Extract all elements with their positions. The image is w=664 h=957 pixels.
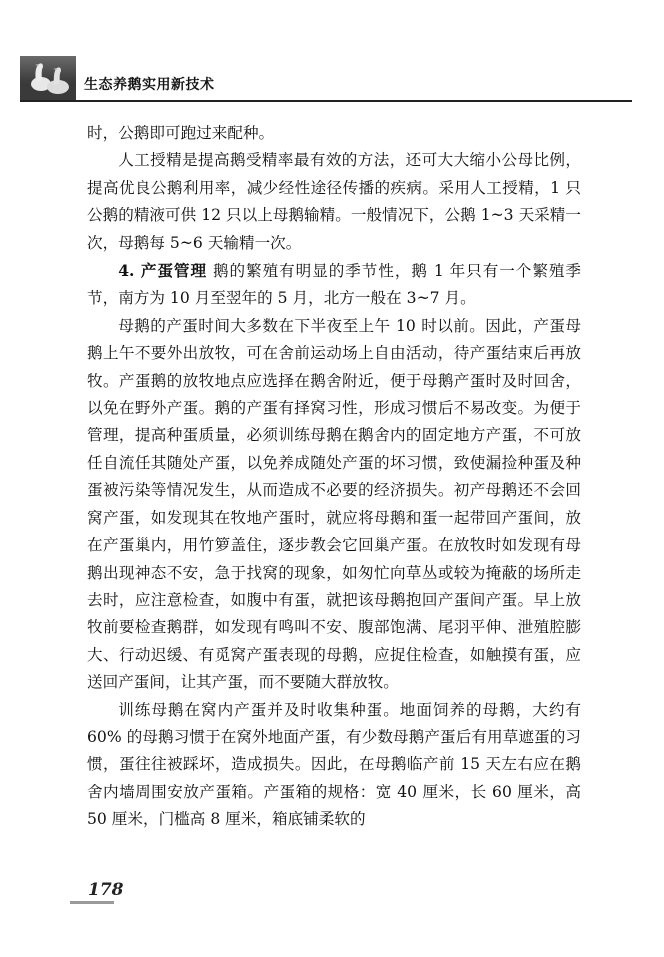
goose-photo-icon	[20, 56, 76, 100]
page-body	[87, 120, 581, 834]
paragraph-1: 时，公鹅即可跑过来配种。	[87, 124, 275, 142]
paragraph-3-text: 鹅的繁殖有明显的季节性，鹅 1 年只有一个繁殖季节，南方为 10 月至翌年的 5 月，北方一般在 3~7 月。	[87, 262, 581, 308]
header-divider	[20, 100, 632, 102]
paragraph-2: 人工授精是提高鹅受精率最有效的方法，还可大大缩小公母比例，提高优良公鹅利用率，减少经性途径传播的疾病。采用人工授精，1 只公鹅的精液可供 12 只以上母鹅输精。一般情况下，公鹅 1~3 天采精一次，母鹅每 5~6 天输精一次。	[87, 151, 581, 252]
header-book-title: 生态养鹅实用新技术	[84, 77, 215, 93]
page-header	[0, 0, 664, 108]
paragraph-5: 训练母鹅在窝内产蛋并及时收集种蛋。地面饲养的母鹅，大约有 60% 的母鹅习惯于在窝外地面产蛋，有少数母鹅产蛋后有用草遮蛋的习惯，蛋往往被踩坏，造成损失。因此，在母鹅临产前 15 天左右应在鹅舍内墙周围安放产蛋箱。产蛋箱的规格：宽 40 厘米，长 60 厘米，高 50 厘米，门槛高 8 厘米，箱底铺柔软的	[87, 700, 581, 829]
section-heading: 4. 产蛋管理	[118, 261, 207, 281]
footer-divider	[70, 901, 114, 904]
page-number: 178	[88, 880, 124, 900]
paragraph-4: 母鹅的产蛋时间大多数在下半夜至上午 10 时以前。因此，产蛋母鹅上午不要外出放牧，可在舍前运动场上自由活动，待产蛋结束后再放牧。产蛋鹅的放牧地点应选择在鹅舍附近，便于母鹅产蛋时及时回舍，以免在野外产蛋。鹅的产蛋有择窝习性，形成习惯后不易改变。为便于管理，提高种蛋质量，必须训练母鹅在鹅舍内的固定地方产蛋，不可放任自流任其随处产蛋，以免养成随处产蛋的坏习惯，致使漏捡种蛋及种蛋被污染等情况发生，从而造成不必要的经济损失。初产母鹅还不会回窝产蛋，如发现其在牧地产蛋时，就应将母鹅和蛋一起带回产蛋间，放在产蛋巢内，用竹箩盖住，逐步教会它回巢产蛋。在放牧时如发现有母鹅出现神态不安，急于找窝的现象，如匆忙向草丛或较为掩蔽的场所走去时，应注意检查，如腹中有蛋，就把该母鹅抱回产蛋间产蛋。早上放牧前要检查鹅群，如发现有鸣叫不安、腹部饱满、尾羽平伸、泄殖腔膨大、行动迟缓、有觅窝产蛋表现的母鹅，应捉住检查，如触摸有蛋，应送回产蛋间，让其产蛋，而不要随大群放牧。	[87, 316, 581, 692]
paragraph-3	[87, 257, 581, 313]
